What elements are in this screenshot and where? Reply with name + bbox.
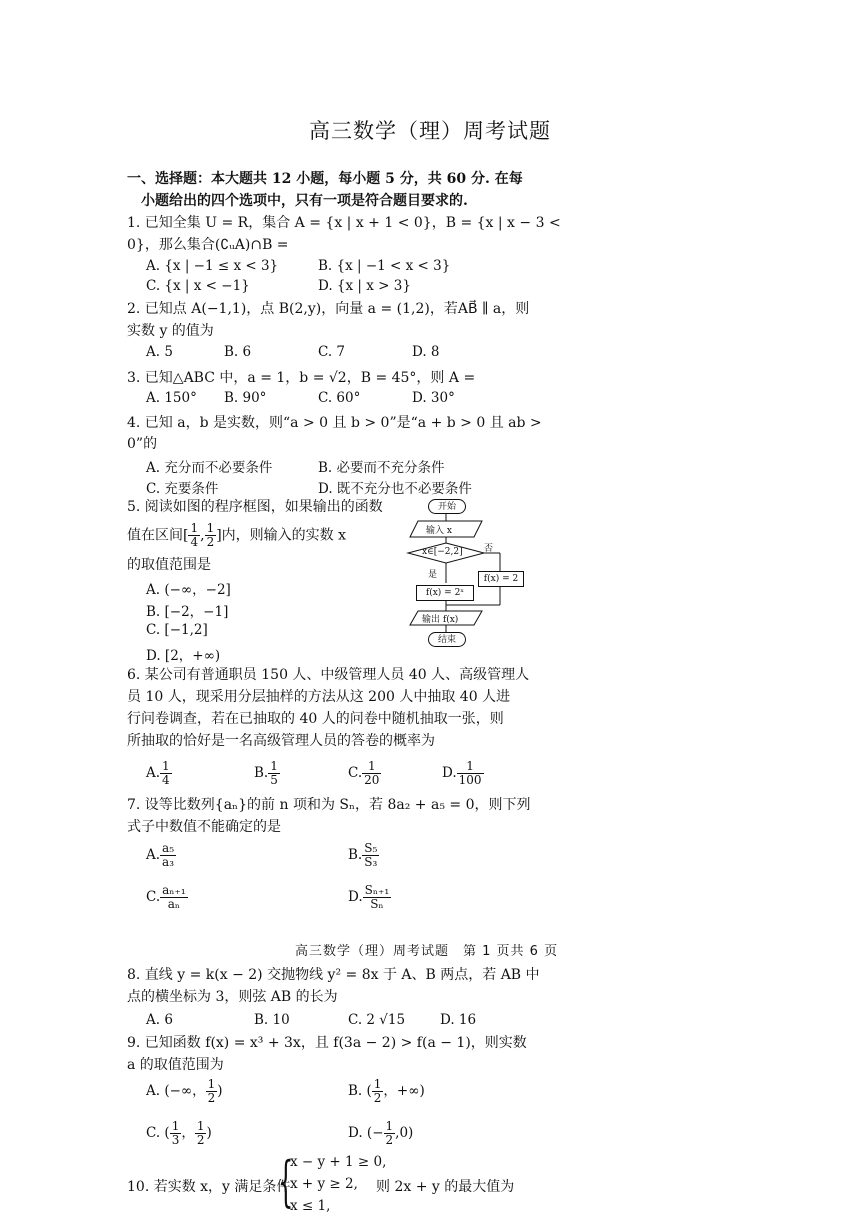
q8-line-2: 点的横坐标为 3，则弦 AB 的长为 — [127, 989, 338, 1005]
q8-option-a: A. 6 — [146, 1012, 173, 1028]
flow-input: 输入 x — [426, 526, 452, 536]
flow-condition: x∈[−2,2] — [422, 547, 463, 557]
q8-option-d: D. 16 — [440, 1012, 477, 1028]
flow-start: 开始 — [428, 499, 466, 514]
q2-option-c: C. 7 — [318, 344, 346, 360]
q3-line-1: 3. 已知△ABC 中，a = 1，b = √2，B = 45°，则 A = — [127, 370, 476, 386]
q5-option-d: D. [2，+∞) — [146, 648, 221, 664]
flowchart — [400, 495, 530, 655]
q4-line-1: 4. 已知 a，b 是实数，则“a > 0 且 b > 0”是“a + b > 0 且 ab > — [127, 415, 542, 431]
flow-output: 输出 f(x) — [422, 615, 459, 625]
flow-f2: f(x) = 2 — [478, 571, 524, 587]
q2-option-a: A. 5 — [146, 344, 173, 360]
q5-line-2: 值在区间[ $\frac{1}{4}$ , $\frac{1}{2}$ ]内，则输入的实数 x — [127, 521, 347, 549]
q7-line-1: 7. 设等比数列{aₙ}的前 n 项和为 Sₙ，若 8a₂ + a₅ = 0，则下列 — [127, 797, 531, 813]
q2-option-b: B. 6 — [224, 344, 252, 360]
q6-option-d: D. $\frac{1}{100}$ — [442, 759, 482, 787]
q4-option-b: B. 必要而不充分条件 — [318, 460, 445, 476]
q2-line-1: 2. 已知点 A(−1,1)，点 B(2,y)，向量 a = (1,2)，若AB⃗ ∥ a，则 — [127, 301, 530, 317]
q4-option-a: A. 充分而不必要条件 — [146, 460, 273, 476]
q10-brace: { — [278, 1150, 294, 1213]
q6-option-b: B. $\frac{1}{5}$ — [254, 759, 278, 787]
q6-line-2: 员 10 人，现采用分层抽样的方法从这 200 人中抽取 40 人进 — [127, 689, 511, 705]
q7-option-c: C. $\frac{\text{aₙ₊₁}}{\text{aₙ}}$ — [146, 883, 186, 911]
q9-option-d: D. (− $\frac{1}{2}$ ,0) — [348, 1119, 414, 1147]
q10-condition-2: x + y ≥ 2, — [290, 1176, 358, 1192]
q1-option-d: D. {x | x > 3} — [318, 278, 411, 294]
q3-option-b: B. 90° — [224, 390, 267, 406]
q3-option-a: A. 150° — [146, 390, 197, 406]
q7-option-b: B. $\frac{\text{S₅}}{\text{S₃}}$ — [348, 841, 378, 869]
q10-condition-1: x − y + 1 ≥ 0, — [290, 1154, 387, 1170]
q8-option-b: B. 10 — [254, 1012, 290, 1028]
q4-option-c: C. 充要条件 — [146, 481, 219, 497]
q5-line-1: 5. 阅读如图的程序框图，如果输出的函数 — [127, 499, 383, 515]
q7-option-d: D. $\frac{\text{Sₙ₊₁}}{\text{Sₙ}}$ — [348, 883, 390, 911]
page-footer: 高三数学（理）周考试题 第 1 页共 6 页 — [295, 944, 559, 959]
q1-option-b: B. {x | −1 < x < 3} — [318, 258, 451, 274]
q10-prefix: 10. 若实数 x，y 满足条件 — [127, 1179, 291, 1195]
q6-option-a: A. $\frac{1}{4}$ — [146, 759, 170, 787]
q5-frac-2: $\frac{1}{2}$ — [206, 521, 215, 549]
q3-option-c: C. 60° — [318, 390, 361, 406]
q1-option-a: A. {x | −1 ≤ x < 3} — [146, 258, 279, 274]
q6-line-3: 行问卷调查，若在已抽取的 40 人的问卷中随机抽取一张，则 — [127, 711, 504, 727]
q1-option-c: C. {x | x < −1} — [146, 278, 250, 294]
section-line-2: 小题给出的四个选项中，只有一项是符合题目要求的. — [141, 193, 468, 209]
q9-line-1: 9. 已知函数 f(x) = x³ + 3x，且 f(3a − 2) > f(a − 1)，则实数 — [127, 1035, 527, 1051]
q7-line-2: 式子中数值不能确定的是 — [127, 819, 281, 835]
q1-line-2: 0}，那么集合(∁ᵤA)∩B = — [127, 237, 289, 253]
q9-option-a: A. (−∞， $\frac{1}{2}$ ) — [146, 1077, 223, 1105]
q5-option-c: C. [−1,2] — [146, 622, 208, 638]
q4-line-2: 0”的 — [127, 436, 158, 452]
section-heading — [127, 168, 527, 212]
flow-end: 结束 — [428, 632, 466, 647]
q9-option-b: B. ( $\frac{1}{2}$ ，+∞) — [348, 1077, 425, 1105]
q5-option-a: A. (−∞，−2] — [146, 582, 231, 598]
q1-line-1: 1. 已知全集 U = R，集合 A = {x | x + 1 < 0}，B = {x | x − 3 < — [127, 215, 561, 231]
q5-option-b: B. [−2，−1] — [146, 604, 229, 620]
q10-condition-3: x ≤ 1, — [290, 1198, 331, 1214]
flow-f1: f(x) = 2ˣ — [416, 585, 474, 601]
q2-option-d: D. 8 — [412, 344, 440, 360]
q5-line-3: 的取值范围是 — [127, 557, 211, 573]
q5-line-2a: 值在区间[ — [127, 527, 189, 544]
q5-line-2b: ]内，则输入的实数 x — [216, 527, 347, 544]
q9-line-2: a 的取值范围为 — [127, 1057, 224, 1073]
page-title: 高三数学（理）周考试题 — [309, 119, 551, 143]
q6-option-c: C. $\frac{1}{20}$ — [348, 759, 380, 787]
q2-line-2: 实数 y 的值为 — [127, 323, 214, 339]
flow-yes-label: 是 — [428, 570, 438, 580]
q9-option-c: C. ( $\frac{1}{3}$ ， $\frac{1}{2}$ ) — [146, 1119, 212, 1147]
q6-line-1: 6. 某公司有普通职员 150 人、中级管理人员 40 人、高级管理人 — [127, 667, 530, 683]
q6-line-4: 所抽取的恰好是一名高级管理人员的答卷的概率为 — [127, 733, 435, 749]
q5-frac-1: $\frac{1}{4}$ — [190, 521, 199, 549]
q3-option-d: D. 30° — [412, 390, 455, 406]
q8-option-c: C. 2 √15 — [348, 1012, 406, 1028]
q7-option-a: A. $\frac{\text{a₅}}{\text{a₃}}$ — [146, 841, 175, 869]
section-line-1: 一、选择题：本大题共 12 小题，每小题 5 分，共 60 分. 在每 — [127, 171, 523, 187]
flow-no-label: 否 — [484, 544, 494, 554]
q8-line-1: 8. 直线 y = k(x − 2) 交抛物线 y² = 8x 于 A、B 两点，若 AB 中 — [127, 967, 540, 983]
q4-option-d: D. 既不充分也不必要条件 — [318, 481, 472, 497]
q10-suffix: 则 2x + y 的最大值为 — [376, 1179, 515, 1195]
